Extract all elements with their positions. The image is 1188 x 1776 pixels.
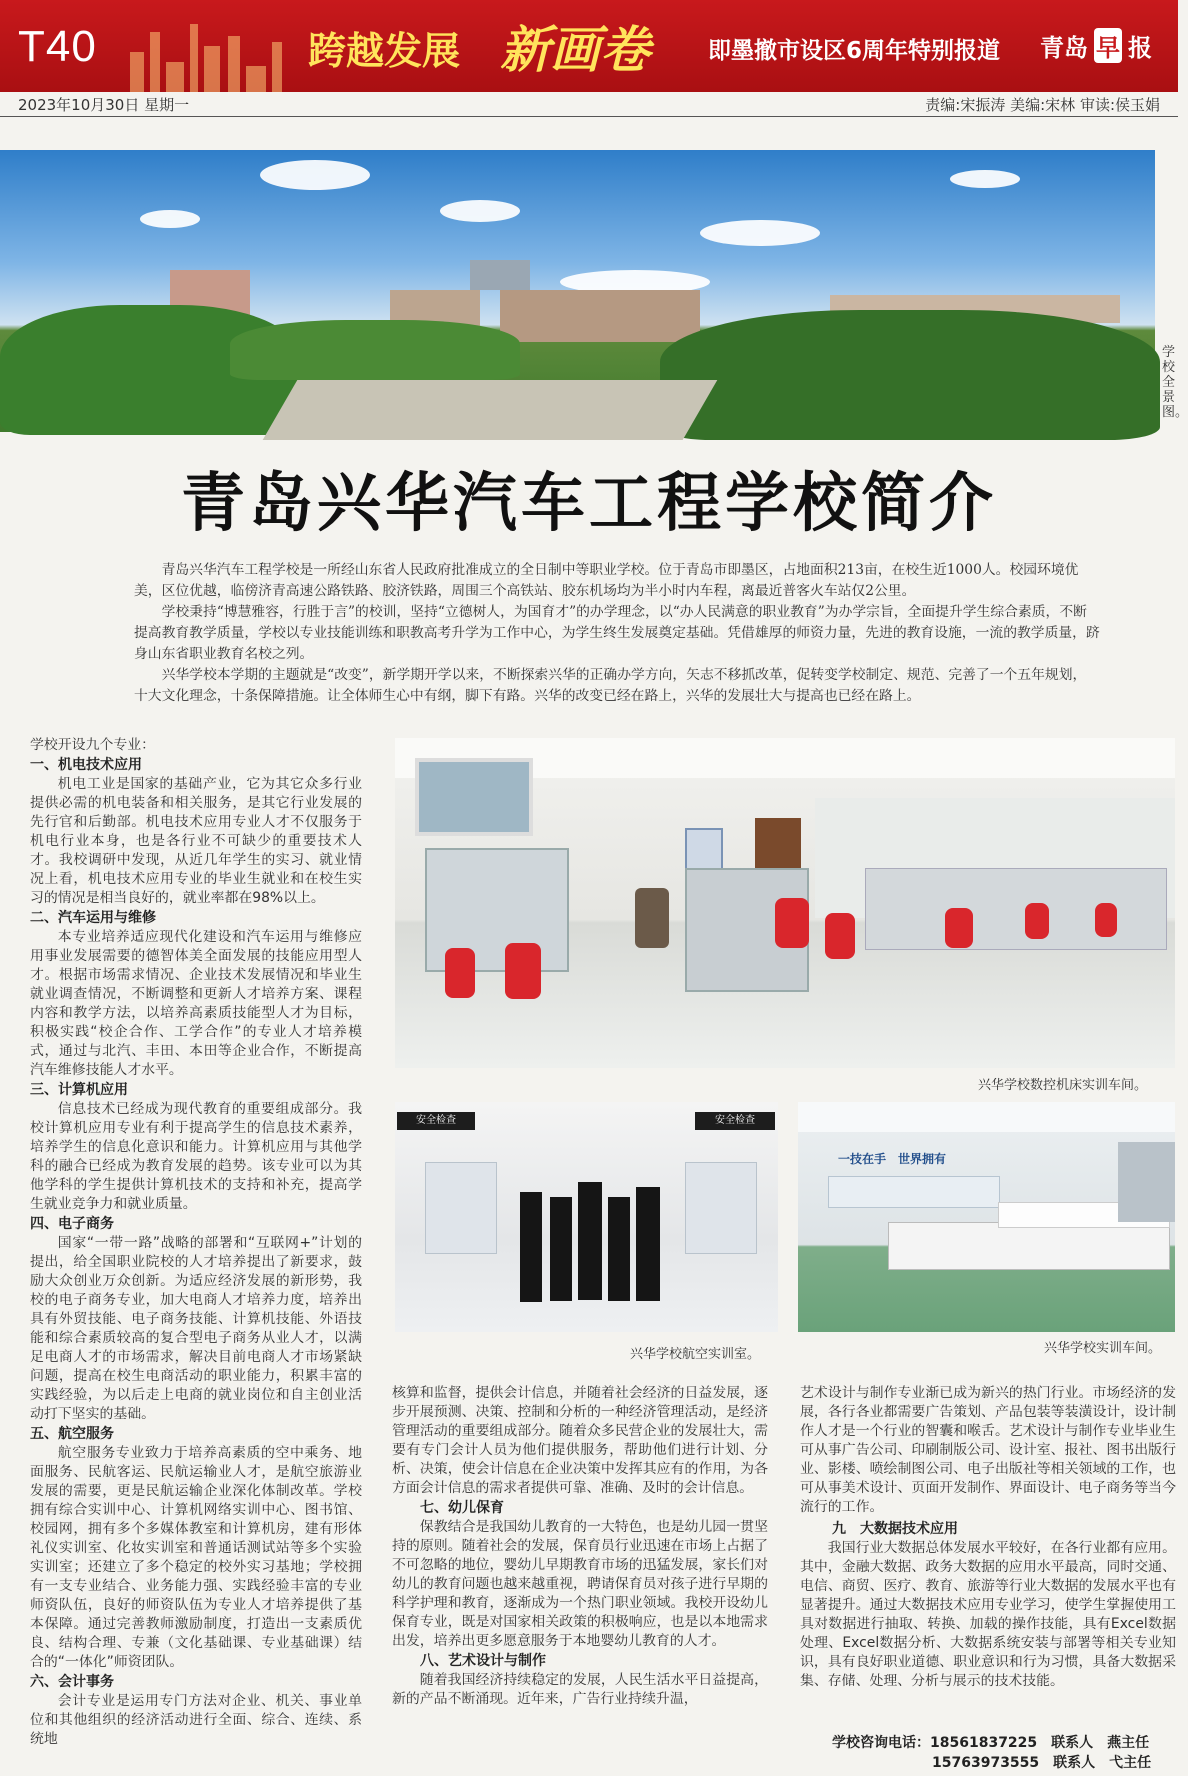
section-subtitle: 即墨撤市设区6周年特别报道	[708, 38, 1001, 64]
editor-credits: 责编:宋振涛 美编:宋林 审读:侯玉娟	[925, 96, 1160, 114]
major-heading: 八、艺术设计与制作	[420, 1653, 546, 1669]
majors-column-1	[30, 736, 362, 1749]
intro-block	[134, 560, 1100, 707]
major-text: 本专业培养适应现代化建设和汽车运用与维修应用事业发展需要的德智体美全面发展的技能应用型人才。根据市场需求情况、企业技术发展情况和毕业生就业调查情况，不断调整和更新人才培养方案、课程内容和教学方法，以培养高素质技能型人才为目标，积极实践“校企合作、工学合作”的专业人才培养模式，通过与北汽、丰田、本田等企业合作，不断提高汽车维修技能人才水平。	[30, 929, 362, 1078]
page-number: T40	[18, 22, 97, 71]
article-headline: 青岛兴华汽车工程学校简介	[181, 467, 997, 541]
wall-slogan: 一技在手 世界拥有	[838, 1152, 947, 1166]
newspaper-logo	[1036, 28, 1156, 63]
major-text: 我国行业大数据总体发展水平较好，在各行业都有应用。其中，金融大数据、政务大数据的应用水平最高，同时交通、电信、商贸、医疗、教育、旅游等行业大数据的发展水平也有显著提升。通过大数据技术应用专业学习，使学生掌握使用工具对数据进行抽取、转换、加载的操作技能，具有Excel数据处理、Excel数据分析、大数据系统安装与部署等相关专业知识，具有良好职业道德、职业意识和行为习惯，具备大数据采集、存储、处理、分析与展示的技术技能。	[800, 1540, 1176, 1689]
intro-paragraph: 学校秉持“博慧雅容，行胜于言”的校训，坚持“立德树人，为国育才”的办学理念，以“办人民满意的职业教育”为办学宗旨，全面提升学生综合素质，不断提高教育教学质量，学校以专业技能训练和职教高考升学为工作中心，为学生终生发展奠定基础。凭借雄厚的师资力量，先进的教育设施，一流的教学质量，跻身山东省职业教育名校之列。	[134, 604, 1100, 662]
major-heading: 一、机电技术应用	[30, 757, 142, 773]
security-sign: 安全检查	[397, 1112, 475, 1130]
major-heading: 四、电子商务	[30, 1216, 114, 1232]
campus-panorama-photo	[0, 150, 1155, 432]
major-heading: 六、会计事务	[30, 1674, 114, 1690]
contact-line: 15763973555 联系人 弋主任	[932, 1755, 1152, 1771]
major-text: 随着我国经济持续稳定的发展，人民生活水平日益提高，新的产品不断涌现。近年来，广告行业持续升温，	[392, 1672, 768, 1707]
aviation-caption: 兴华学校航空实训室。	[630, 1347, 761, 1362]
intro-paragraph: 兴华学校本学期的主题就是“改变”，新学期开学以来，不断探索兴华的正确办学方向，矢志不移抓改革，促转变学校制定、规范、完善了一个五年规划，十大文化理念，十条保障措施。让全体师生心中有纲，脚下有路。兴华的改变已经在路上，兴华的发展壮大与提高也已经在路上。	[134, 667, 1087, 704]
logo-text-end: 报	[1128, 34, 1152, 62]
major-text: 航空服务专业致力于培养高素质的空中乘务、地面服务、民航客运、民航运输业人才，是航空旅游业发展的需要，更是民航运输企业深化体制改革。学校拥有综合实训中心、计算机网络实训中心、图书馆、校园网，拥有多个多媒体教室和计算机房，建有形体礼仪实训室、化妆实训室和普通话测试站等多个实验实训室；还建立了多个稳定的校外实习基地；学校拥有一支专业结合、业务能力强、实践经验丰富的专业师资队伍，良好的师资队伍为专业人才培养提供了基本保障。通过完善教师激励制度，打造出一支素质优良、结构合理、专兼（文化基础课、专业基础课）结合的“一体化”师资团队。	[30, 1445, 362, 1670]
major-text: 核算和监督，提供会计信息，并随着社会经济的日益发展，逐步开展预测、决策、控制和分析的一种经济管理活动，是经济管理活动的重要组成部分。随着众多民营企业的发展壮大，需要有专门会计人员为他们提供服务，帮助他们进行计划、分析、决策，使会计信息在企业决策中发挥其应有的作用，为各方面会计信息的需求者提供可靠、准确、及时的会计信息。	[392, 1385, 768, 1496]
major-text: 信息技术已经成为现代教育的重要组成部分。我校计算机应用专业有利于提高学生的信息技术素养，培养学生的信息化意识和能力。计算机应用与其他学科的融合已经成为教育发展的趋势。该专业可以为其他学科的学生提供计算机技术的支持和补充，提高学生就业竞争力和就业质量。	[30, 1101, 362, 1212]
training-caption: 兴华学校实训车间。	[1044, 1341, 1162, 1356]
major-text: 国家“一带一路”战略的部署和“互联网+”计划的提出，给全国职业院校的人才培养提出了新要求，鼓励大众创业万众创新。为适应经济发展的新形势，我校的电子商务专业，加大电商人才培养力度，培养出具有外贸技能、电子商务技能、计算机技能、外语技能和综合素质较高的复合型电子商务从业人才，以满足电商人才的市场需求，解决目前电商人才市场紧缺问题，提高在校生电商活动的职业能力，积累丰富的实践经验，为以后走上电商的就业岗位和自主创业活动打下坚实的基础。	[30, 1235, 362, 1422]
major-heading: 三、计算机应用	[30, 1082, 128, 1098]
major-heading: 七、幼儿保育	[420, 1500, 504, 1516]
panorama-caption: 学校全景图。	[1162, 345, 1188, 420]
workshop-caption: 兴华学校数控机床实训车间。	[978, 1078, 1148, 1093]
header-divider	[0, 116, 1178, 117]
logo-text: 青岛	[1040, 34, 1088, 62]
major-text: 机电工业是国家的基础产业，它为其它众多行业提供必需的机电装备和相关服务，是其它行业发展的先行官和后勤部。机电技术应用专业人才不仅服务于机电行业本身，也是各行业不可缺少的重要技术人才。我校调研中发现，从近几年学生的实习、就业情况上看，机电技术应用专业的毕业生就业和在校生实习的情况是相当良好的，就业率都在98%以上。	[30, 776, 362, 906]
majors-column-3	[800, 1384, 1176, 1691]
majors-column-2	[392, 1384, 768, 1709]
major-text: 艺术设计与制作专业渐已成为新兴的热门行业。市场经济的发展，各行各业都需要广告策划、产品包装等装潢设计，设计制作人才是一个行业的智囊和喉舌。艺术设计与制作专业毕业生可从事广告公司、印刷制版公司、设计室、报社、图书出版行业、影楼、喷绘制图公司、电子出版社等相关领域的工作，也可从事美术设计、页面开发制作、界面设计、电子商务等当今流行的工作。	[800, 1385, 1176, 1515]
masthead-banner	[0, 0, 1178, 92]
section-title-calligraphy: 新画卷	[500, 20, 650, 79]
major-text: 保教结合是我国幼儿教育的一大特色，也是幼儿园一贯坚持的原则。随着社会的发展，保育员行业迅速在市场上占据了不可忽略的地位，婴幼儿早期教育市场的迅猛发展，家长们对幼儿的教育问题也越来越重视，聘请保育员对孩子进行早期的科学护理和教育，逐渐成为一个热门职业领域。我校开设幼儿保育专业，既是对国家相关政策的积极响应，也是以本地需求出发，培养出更多愿意服务于本地婴幼儿教育的人才。	[392, 1519, 768, 1649]
major-text: 会计专业是运用专门方法对企业、机关、事业单位和其他组织的经济活动进行全面、综合、连续、系统地	[30, 1693, 362, 1747]
cnc-workshop-photo	[395, 738, 1175, 1068]
intro-paragraph: 青岛兴华汽车工程学校是一所经山东省人民政府批准成立的全日制中等职业学校。位于青岛市即墨区，占地面积213亩，在校生近1000人。校园环境优美，区位优越，临傍济青高速公路铁路、胶济铁路，周围三个高铁站、胶东机场均为半小时内车程，离最近普客火车站仅2公里。	[134, 562, 1079, 599]
aviation-training-photo	[395, 1102, 778, 1332]
logo-badge: 早	[1094, 28, 1122, 63]
contact-line: 学校咨询电话：18561837225 联系人 燕主任	[832, 1735, 1150, 1751]
major-heading: 九 大数据技术应用	[832, 1521, 958, 1537]
training-workshop-photo	[798, 1102, 1175, 1332]
city-skyline-graphic	[110, 22, 310, 92]
majors-lead: 学校开设九个专业：	[30, 737, 156, 753]
issue-date: 2023年10月30日 星期一	[18, 96, 190, 114]
major-heading: 五、航空服务	[30, 1426, 114, 1442]
major-heading: 二、汽车运用与维修	[30, 910, 156, 926]
security-sign: 安全检查	[695, 1112, 775, 1130]
section-title: 跨越发展	[308, 29, 461, 73]
